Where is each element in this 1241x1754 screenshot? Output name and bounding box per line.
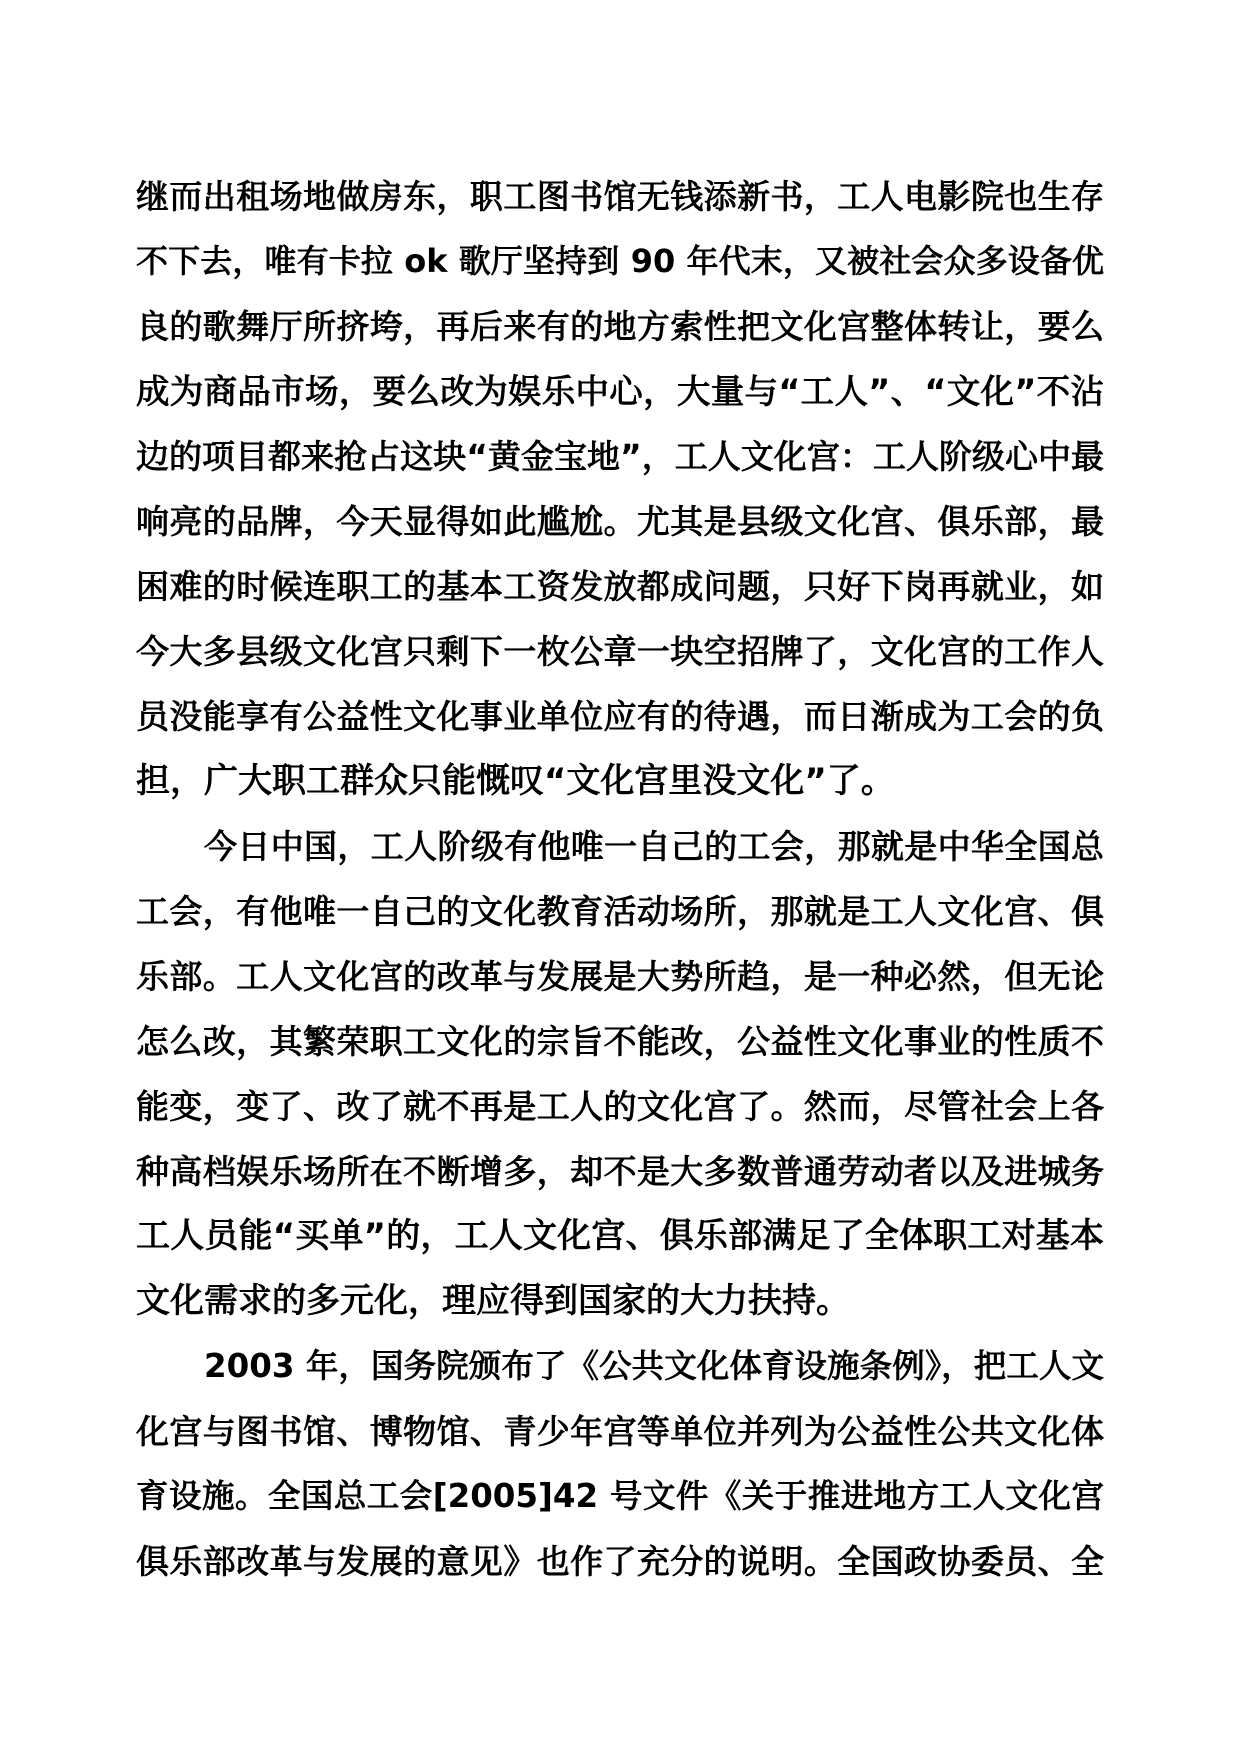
text-line: 能变，变了、改了就不再是工人的文化宫了。然而，尽管社会上各	[136, 1087, 1104, 1126]
text-line: 文化需求的多元化，理应得到国家的大力扶持。	[136, 1281, 850, 1321]
text-line: 种高档娱乐场所在不断增多，却不是大多数普通劳动者以及进城务	[136, 1152, 1104, 1191]
document-body	[136, 164, 1104, 1594]
text-line: 工会，有他唯一自己的文化教育活动场所，那就是工人文化宫、俱	[136, 892, 1104, 931]
text-line: 化宫与图书馆、博物馆、青少年宫等单位并列为公益性公共文化体	[136, 1412, 1104, 1451]
paragraph-first-line: 今日中国，工人阶级有他唯一自己的工会，那就是中华全国总	[204, 827, 1104, 866]
text-line: 边的项目都来抢占这块“黄金宝地”，工人文化宫：工人阶级心中最	[136, 437, 1104, 476]
text-line: 担，广大职工群众只能慨叹“文化宫里没文化”了。	[136, 761, 895, 801]
text-line: 良的歌舞厅所挤垮，再后来有的地方索性把文化宫整体转让，要么	[136, 307, 1104, 346]
text-line: 不下去，唯有卡拉 ok 歌厅坚持到 90 年代末，又被社会众多设备优	[136, 242, 1104, 280]
text-line: 员没能享有公益性文化事业单位应有的待遇，而日渐成为工会的负	[136, 697, 1104, 736]
text-line: 困难的时候连职工的基本工资发放都成问题，只好下岗再就业，如	[136, 567, 1104, 606]
text-line: 响亮的品牌，今天显得如此尴尬。尤其是县级文化宫、俱乐部，最	[136, 502, 1104, 541]
text-line: 成为商品市场，要么改为娱乐中心，大量与“工人”、“文化”不沾	[136, 372, 1104, 411]
text-line: 今大多县级文化宫只剩下一枚公章一块空招牌了，文化宫的工作人	[136, 632, 1104, 671]
text-line: 怎么改，其繁荣职工文化的宗旨不能改，公益性文化事业的性质不	[136, 1022, 1104, 1061]
text-line: 育设施。全国总工会[2005]42 号文件《关于推进地方工人文化宫	[136, 1477, 1104, 1515]
text-line: 继而出租场地做房东，职工图书馆无钱添新书，工人电影院也生存	[136, 177, 1104, 216]
text-line: 俱乐部改革与发展的意见》也作了充分的说明。全国政协委员、全	[136, 1542, 1104, 1581]
text-line: 乐部。工人文化宫的改革与发展是大势所趋，是一种必然，但无论	[136, 957, 1104, 996]
paragraph-first-line: 2003 年，国务院颁布了《公共文化体育设施条例》，把工人文	[204, 1347, 1104, 1385]
text-line: 工人员能“买单”的，工人文化宫、俱乐部满足了全体职工对基本	[136, 1216, 1104, 1256]
